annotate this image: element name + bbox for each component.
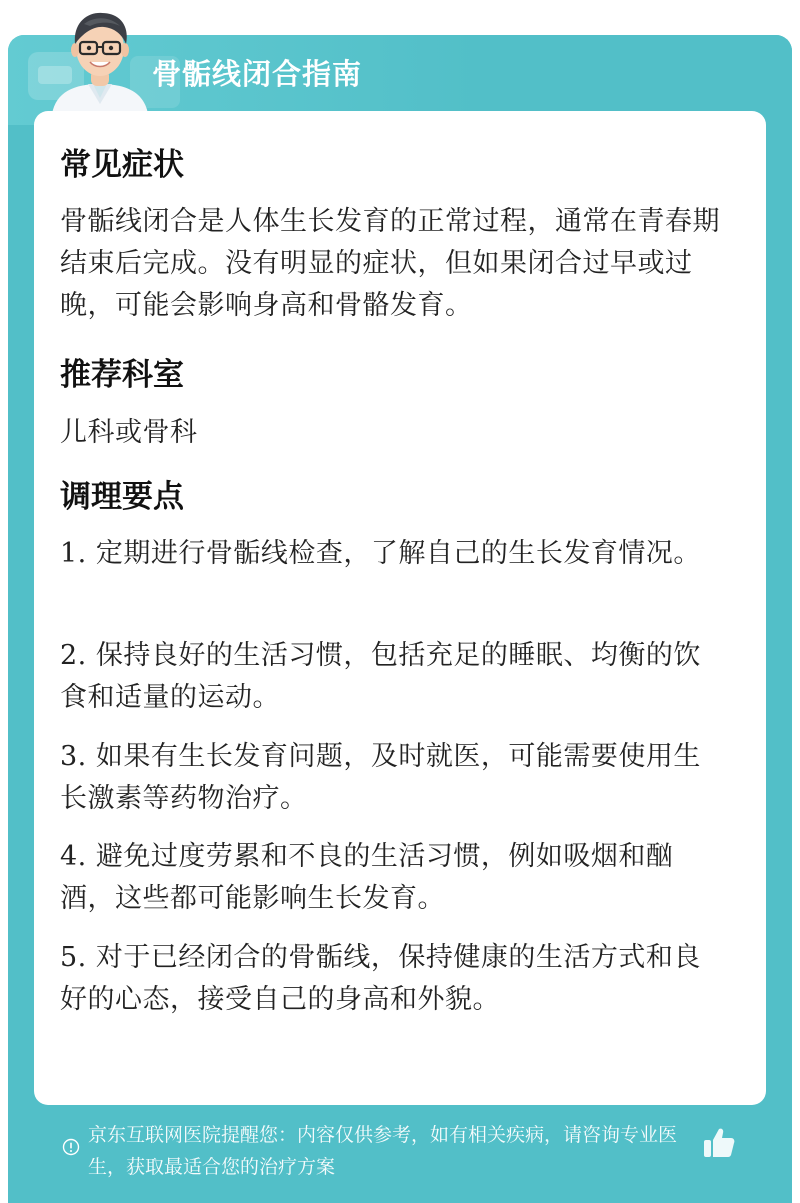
symptoms-text: 骨骺线闭合是人体生长发育的正常过程，通常在青春期结束后完成。没有明显的症状，但如果闭合过早或过晚，可能会影响身高和骨骼发育。 (60, 206, 720, 321)
footer-notice: 京东互联网医院提醒您：内容仅供参考，如有相关疾病，请咨询专业医生，获取最适合您的治疗方案 (88, 1124, 678, 1178)
list-item-number: 4. (60, 841, 87, 872)
list-item-text: 保持良好的生活习惯，包括充足的睡眠、均衡的饮食和适量的运动。 (60, 640, 701, 713)
list-item (60, 533, 728, 575)
list-item (60, 836, 728, 920)
list-item (60, 736, 728, 820)
list-item-number: 2. (60, 640, 87, 671)
list-item-number: 1. (60, 538, 87, 569)
list-item-text: 避免过度劳累和不良的生活习惯，例如吸烟和酗酒，这些都可能影响生长发育。 (60, 841, 674, 914)
list-item (60, 635, 728, 719)
list-item-text: 如果有生长发育问题，及时就医，可能需要使用生长激素等药物治疗。 (60, 741, 701, 814)
list-item (60, 937, 728, 1021)
page-title: 骨骺线闭合指南 (152, 57, 363, 91)
list-item-text: 定期进行骨骺线检查，了解自己的生长发育情况。 (95, 538, 701, 569)
list-item-number: 3. (60, 741, 87, 772)
doctor-avatar (44, 4, 156, 114)
department-text: 儿科或骨科 (60, 417, 198, 448)
info-icon (62, 1138, 80, 1156)
section-heading-care: 调理要点 (60, 479, 184, 515)
section-heading-symptoms: 常见症状 (60, 147, 184, 183)
thumbs-up-icon[interactable] (701, 1125, 737, 1161)
list-item-number: 5. (60, 942, 87, 973)
section-heading-department: 推荐科室 (60, 357, 184, 393)
list-item-text: 对于已经闭合的骨骺线，保持健康的生活方式和良好的心态，接受自己的身高和外貌。 (60, 942, 701, 1015)
